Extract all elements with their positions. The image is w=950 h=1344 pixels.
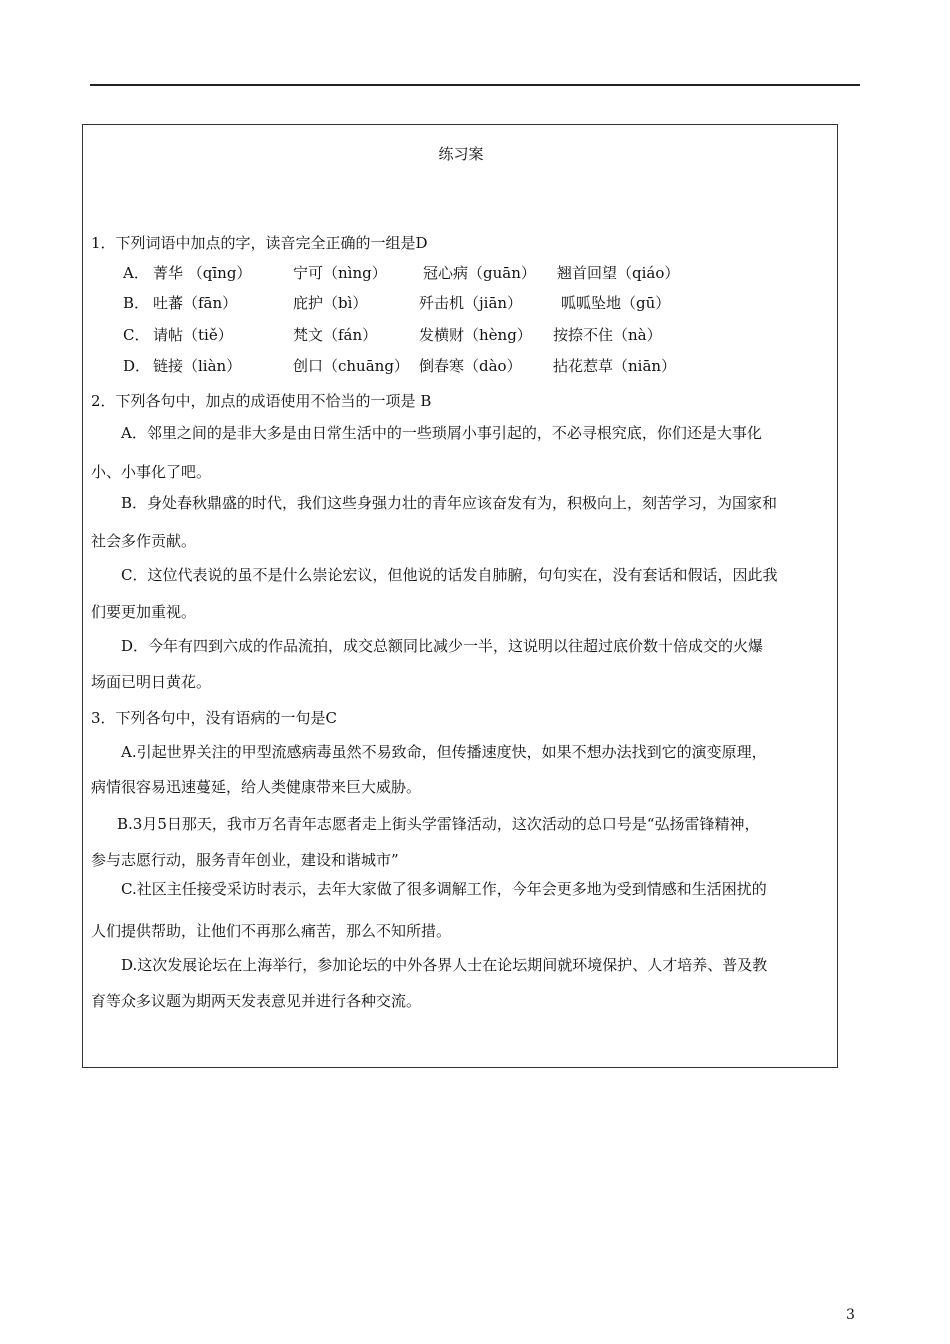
option-word: 发横财（hèng） <box>419 326 532 344</box>
option-label: B． <box>123 294 150 312</box>
question-2-option-d-cont: 场面已明日黄花。 <box>91 673 212 691</box>
header-rule <box>90 84 860 86</box>
option-word: 冠心病（guān） <box>423 264 536 282</box>
option-label: A． <box>123 264 149 282</box>
option-word: 庇护（bì） <box>293 294 368 312</box>
question-3-option-b-cont: 参与志愿行动，服务青年创业，建设和谐城市” <box>91 851 399 869</box>
option-word: 宁可（nìng） <box>293 264 387 282</box>
question-3-option-d-cont: 育等众多议题为期两天发表意见并进行各种交流。 <box>91 992 422 1010</box>
question-3-option-c: C.社区主任接受采访时表示，去年大家做了很多调解工作，今年会更多地为受到情感和生活困扰的 <box>121 880 767 898</box>
question-1-stem: 1．下列词语中加点的字，读音完全正确的一组是D <box>91 234 428 252</box>
question-3-option-a: A.引起世界关注的甲型流感病毒虽然不易致命，但传播速度快，如果不想办法找到它的演变原理， <box>121 743 767 761</box>
question-2-stem: 2．下列各句中，加点的成语使用不恰当的一项是 B <box>91 392 432 410</box>
option-word: 请帖（tiě） <box>153 326 233 344</box>
option-word: 吐蕃（fān） <box>153 294 238 312</box>
option-word: 翘首回望（qiáo） <box>557 264 680 282</box>
question-2-option-c: C．这位代表说的虽不是什么崇论宏议，但他说的话发自肺腑，句句实在，没有套话和假话，因此我 <box>121 566 778 584</box>
question-2-option-d: D．今年有四到六成的作品流拍，成交总额同比减少一半，这说明以往超过底价数十倍成交的火爆 <box>121 637 764 655</box>
question-2-option-a-cont: 小、小事化了吧。 <box>91 463 212 481</box>
option-word: 歼击机（jiān） <box>419 294 523 312</box>
question-2-option-a: A．邻里之间的是非大多是由日常生活中的一些琐屑小事引起的，不必寻根究底，你们还是大事化 <box>121 424 762 442</box>
question-3-stem: 3．下列各句中，没有语病的一句是C <box>91 709 338 727</box>
question-3-option-b: B.3月5日那天，我市万名青年志愿者走上街头学雷锋活动，这次活动的总口号是“弘扬雷锋精神， <box>117 815 760 833</box>
option-word: 梵文（fán） <box>293 326 378 344</box>
exercise-box <box>82 124 838 1068</box>
question-3-option-c-cont: 人们提供帮助，让他们不再那么痛苦，那么不知所措。 <box>91 922 452 940</box>
option-word: 倒春寒（dào） <box>419 357 522 375</box>
option-word: 按捺不住（nà） <box>553 326 662 344</box>
exercise-title: 练习案 <box>438 145 484 163</box>
question-2-option-b-cont: 社会多作贡献。 <box>91 532 197 550</box>
question-3-option-d: D.这次发展论坛在上海举行，参加论坛的中外各界人士在论坛期间就环境保护、人才培养、普及教 <box>121 956 768 974</box>
question-2-option-b: B．身处春秋鼎盛的时代，我们这些身强力壮的青年应该奋发有为，积极向上，刻苦学习，为国家和 <box>121 494 778 512</box>
question-3-option-a-cont: 病情很容易迅速蔓延，给人类健康带来巨大威胁。 <box>91 778 422 796</box>
question-2-option-c-cont: 们要更加重视。 <box>91 603 197 621</box>
option-word: 菁华 （qīng） <box>153 264 252 282</box>
option-word: 呱呱坠地（gū） <box>561 294 671 312</box>
option-word: 链接（liàn） <box>153 357 242 375</box>
option-label: C． <box>123 326 150 344</box>
page-number: 3 <box>846 1307 855 1323</box>
option-word: 创口（chuāng） <box>293 357 409 375</box>
option-word: 拈花惹草（niān） <box>553 357 677 375</box>
option-label: D． <box>123 357 151 375</box>
